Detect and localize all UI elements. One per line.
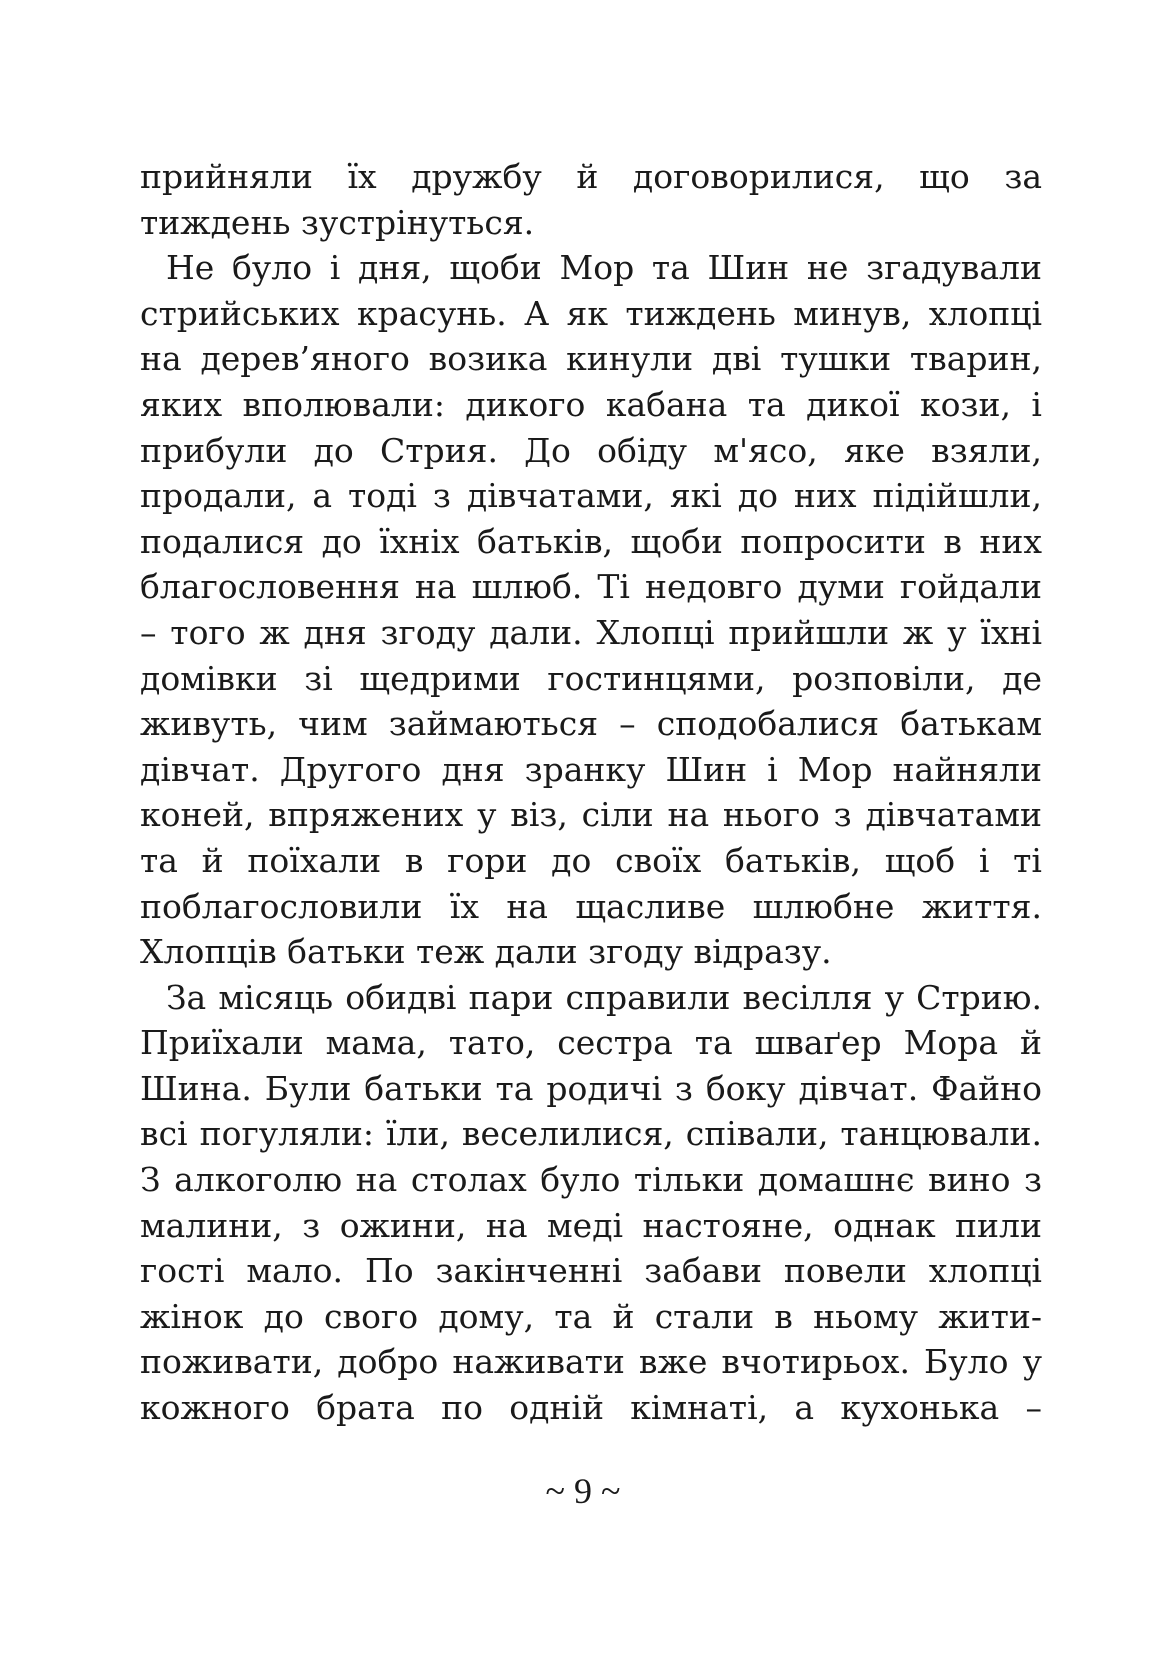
text-line: Шина. Були батьки та родичі з боку дівчат. Файно xyxy=(140,1068,1042,1108)
text-line: Приїхали мама, тато, сестра та шваґер Мора й xyxy=(140,1023,1042,1063)
text-line: продали, а тоді з дівчатами, які до них підійшли, xyxy=(140,476,1042,516)
text-line: благословення на шлюб. Ті недовго думи гойдали xyxy=(140,567,1042,607)
text-line: поблагословили їх на щасливе шлюбне життя. xyxy=(140,886,1042,926)
body-text xyxy=(140,154,1042,1431)
text-line: малини, з ожини, на меді настояне, однак пили xyxy=(140,1205,1042,1245)
page-number: ~ 9 ~ xyxy=(545,1471,621,1511)
text-line: всі погуляли: їли, веселилися, співали, танцювали. xyxy=(140,1114,1042,1154)
text-line: – того ж дня згоду дали. Хлопці прийшли ж у їхні xyxy=(140,612,1042,652)
text-line: дівчат. Другого дня зранку Шин і Мор найняли xyxy=(140,749,1042,789)
text-line: гості мало. По закінченні забави повели хлопці xyxy=(140,1251,1042,1291)
text-line: подалися до їхніх батьків, щоби попросити в них xyxy=(140,521,1042,561)
text-line: поживати, добро наживати вже вчотирьох. Було у xyxy=(140,1342,1042,1382)
text-line: на дерев’яного возика кинули дві тушки тварин, xyxy=(140,339,1042,379)
text-line: тиждень зустрінуться. xyxy=(140,202,535,242)
text-line: яких вполювали: дикого кабана та дикої кози, і xyxy=(140,384,1042,424)
paragraph xyxy=(140,154,1042,245)
text-line: Хлопців батьки теж дали згоду відразу. xyxy=(140,932,832,972)
text-line: живуть, чим займаються – сподобалися батькам xyxy=(140,704,1042,744)
paragraph xyxy=(140,245,1042,975)
text-line: стрийських красунь. А як тиждень минув, хлопці xyxy=(140,293,1042,333)
text-line: За місяць обидві пари справили весілля у Стрию. xyxy=(166,977,1042,1017)
text-line: та й поїхали в гори до своїх батьків, щоб і ті xyxy=(140,840,1042,880)
text-line: Не було і дня, щоби Мор та Шин не згадували xyxy=(166,248,1042,288)
text-line: жінок до свого дому, та й стали в ньому жити- xyxy=(140,1296,1042,1336)
text-line: прийняли їх дружбу й договорилися, що за xyxy=(140,157,1042,196)
text-line: коней, впряжених у віз, сіли на нього з дівчатами xyxy=(140,795,1042,835)
text-line: З алкоголю на столах було тільки домашнє вино з xyxy=(140,1160,1042,1200)
text-line: прибули до Стрия. До обіду м'ясо, яке взяли, xyxy=(140,430,1042,470)
text-line: кожного брата по одній кімнаті, а кухонька – xyxy=(140,1388,1042,1428)
paragraph xyxy=(140,975,1042,1431)
text-line: домівки зі щедрими гостинцями, розповіли, де xyxy=(140,658,1042,698)
